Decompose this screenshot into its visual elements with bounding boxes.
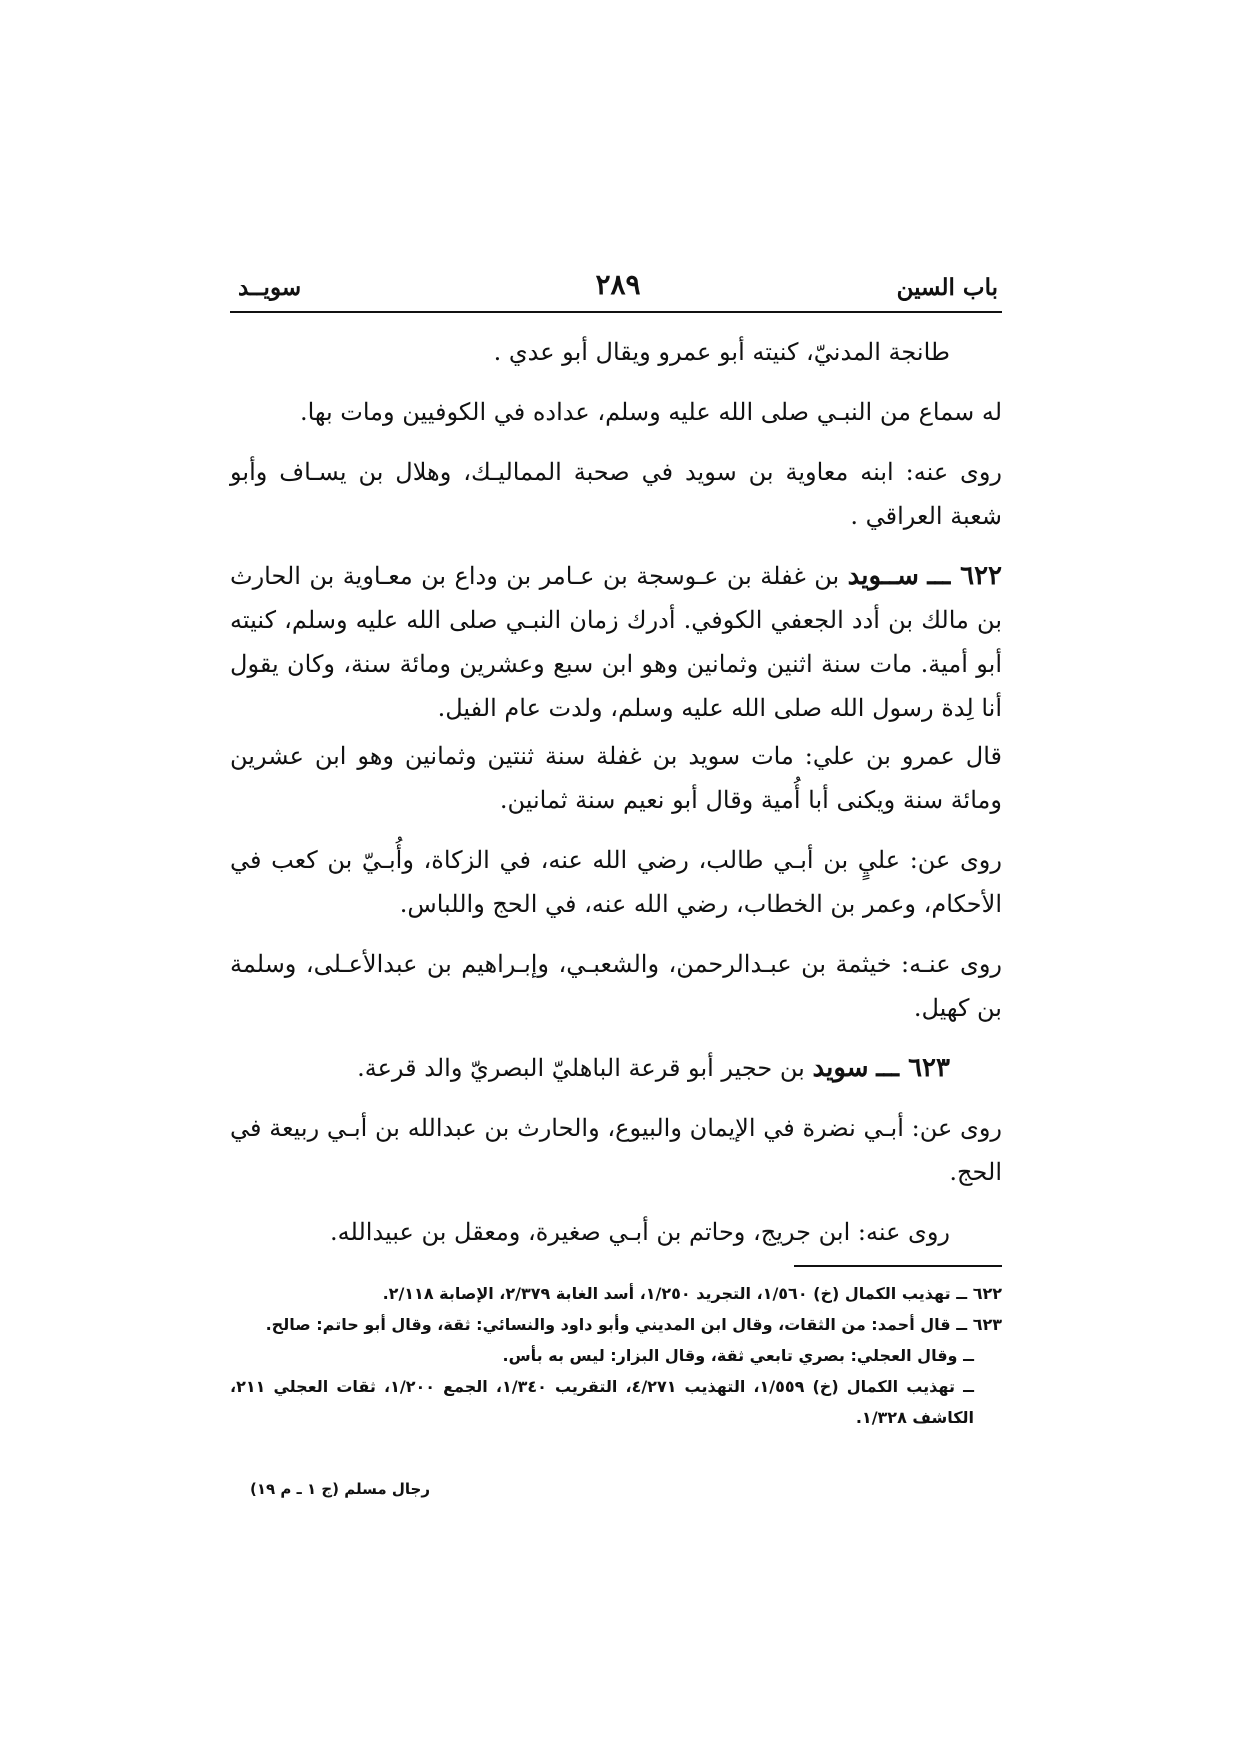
paragraph-rawa-anhu-623: روى عنه: ابن جريج، وحاتم بن أبـي صغيرة، ومعقل بن عبيدالله. [330,1218,950,1246]
page-number: ٢٨٩ [595,268,641,301]
chapter-title: باب السين [896,274,998,301]
entry-623 [230,1046,1002,1090]
footnote-622: ٦٢٢ ــ تهذيب الكمال (خ) ١/٥٦٠، التجريد ١/٢٥٠، أسد الغابة ٢/٣٧٩، الإصابة ٢/١١٨. [382,1284,1002,1303]
running-word: سويــد [238,274,302,301]
paragraph-tanjah: طانجة المدنيّ، كنيته أبو عمرو ويقال أبو عدي . [493,338,950,366]
entry-623-number: ٦٢٣ ـــ [876,1053,950,1083]
entry-622-number: ٦٢٢ ـــ [927,561,1003,591]
entry-622 [230,554,1002,730]
footnote-623: ٦٢٣ ــ قال أحمد: من الثقات، وقال ابن المديني وأبو داود والنسائي: ثقة، وقال أبو حاتم: صالح. [265,1315,1002,1334]
printer-signature: رجال مسلم (ج ١ ـ م ١٩) [250,1480,430,1498]
paragraph-sama: له سماع من النبـي صلى الله عليه وسلم، عداده في الكوفيين ومات بها. [299,398,1002,426]
footnote-623-sources: ــ تهذيب الكمال (خ) ١/٥٥٩، التهذيب ٤/٢٧١، التقريب ١/٣٤٠، الجمع ١/٢٠٠، ثقات العجلي ٢١١، الكاشف ١/٣٢٨. [230,1377,975,1427]
footnote-623-ijli: ــ وقال العجلي: بصري تابعي ثقة، وقال البزار: ليس به بأس. [502,1346,974,1365]
entry-623-name: سويد [812,1053,869,1083]
entry-623-text: بن حجير أبو قرعة الباهليّ البصريّ والد قرعة. [357,1054,813,1082]
footnotes [230,1278,1002,1433]
paragraph-rawa-an-623: روى عن: أبـي نضرة في الإيمان والبيوع، والحارث بن عبدالله بن أبـي ربيعة في الحج. [230,1114,1002,1186]
main-text [230,330,1002,1270]
paragraph-rawa-anhu-1: روى عنه: ابنه معاوية بن سويد في صحبة المماليـك، وهلال بن يسـاف وأبو شعبة العراقي . [230,458,1002,530]
paragraph-amr-ibn-ali: قال عمرو بن علي: مات سويد بن غفلة سنة ثنتين وثمانين وهو ابن عشرين ومائة سنة ويكنى أبا أُمية وقال أبو نعيم سنة ثمانين. [230,742,1002,814]
entry-622-name: ســويد [847,561,919,591]
footnote-rule [794,1265,1002,1267]
paragraph-rawa-anhu-622: روى عنـه: خيثمة بن عبـدالرحمن، والشعبـي، وإبـراهيم بن عبدالأعـلى، وسلمة بن كهيل. [230,950,1002,1022]
header-rule [230,311,1002,313]
entry-622-text: بن غفلة بن عـوسجة بن عـامر بن وداع بن معـاوية بن الحارث بن مالك بن أدد الجعفي الكوفي. أدرك زمان النبـي صلى الله عليه وسلم، كنيته أبو أمية. مات سنة اثنين وثمانين وهو ابن سبع وعشرين ومائة سنة، وكان يقول أنا لِدة رسول الله صلى الله عليه وسلم، ولدت عام الفيل. [230,562,1002,722]
paragraph-rawa-an-622: روى عن: عليٍ بن أبـي طالب، رضي الله عنه، في الزكاة، وأُبـيّ بن كعب في الأحكام، وعمر بن الخطاب، رضي الله عنه، في الحج واللباس. [230,846,1002,918]
